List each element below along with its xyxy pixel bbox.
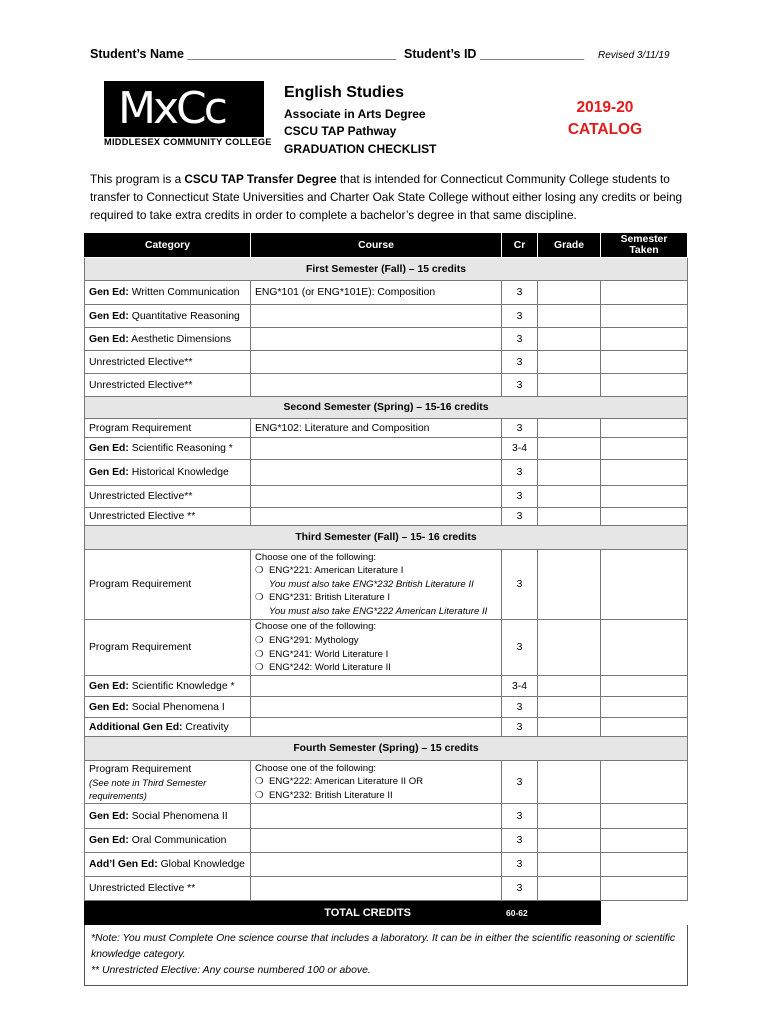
category-cell [85, 804, 251, 829]
catalog-year: 2019-20 [576, 99, 634, 116]
category-cell: Unrestricted Elective ** [85, 508, 251, 526]
category-text: Quantitative Reasoning [128, 310, 240, 322]
category-cell [85, 305, 251, 328]
grade-cell[interactable] [538, 761, 601, 804]
category-cell [85, 761, 251, 804]
logo-mark-box [104, 81, 264, 137]
grade-cell[interactable] [538, 419, 601, 438]
college-logo [104, 81, 272, 153]
semester-taken-cell[interactable] [601, 853, 688, 877]
course-cell[interactable] [251, 305, 502, 328]
table-row [85, 877, 688, 901]
course-cell[interactable] [251, 328, 502, 351]
grade-cell[interactable] [538, 853, 601, 877]
course-cell[interactable] [251, 460, 502, 486]
course-cell[interactable] [251, 676, 502, 697]
header-grade: Grade [538, 233, 601, 258]
semester-taken-cell[interactable] [601, 486, 688, 508]
course-options-cell [251, 761, 502, 804]
table-row [85, 761, 688, 804]
option-item[interactable] [255, 661, 497, 675]
category-cell [85, 438, 251, 460]
category-prefix: Gen Ed: [89, 701, 129, 713]
credits-cell: 3 [502, 351, 538, 374]
course-options-cell [251, 620, 502, 676]
notes-row [85, 925, 688, 986]
category-text: Social Phenomena II [128, 810, 228, 822]
grade-cell[interactable] [538, 328, 601, 351]
table-row [85, 697, 688, 718]
option-item[interactable] [255, 775, 497, 789]
category-prefix: Add’l Gen Ed: [89, 859, 158, 870]
category-prefix: Gen Ed: [89, 680, 129, 692]
table-row [85, 853, 688, 877]
course-cell[interactable] [251, 718, 502, 737]
option-label: ENG*291: Mythology [269, 634, 359, 646]
semester-taken-cell[interactable] [601, 460, 688, 486]
credits-cell: 3-4 [502, 676, 538, 697]
semester-taken-cell[interactable] [601, 550, 688, 620]
credits-cell: 3 [502, 374, 538, 397]
course-cell[interactable] [251, 486, 502, 508]
table-row [85, 305, 688, 328]
table-row [85, 374, 688, 397]
grade-cell[interactable] [538, 508, 601, 526]
course-cell[interactable] [251, 508, 502, 526]
option-label: ENG*232: British Literature II [269, 789, 393, 801]
credits-cell: 3 [502, 305, 538, 328]
category-cell [85, 853, 251, 877]
option-circle-icon[interactable]: ❍ [255, 662, 264, 674]
semester-taken-cell[interactable] [601, 328, 688, 351]
category-cell: Unrestricted Elective ** [85, 877, 251, 901]
option-item[interactable] [255, 789, 497, 803]
option-circle-icon[interactable]: ❍ [255, 592, 264, 604]
option-label: ENG*231: British Literature I [269, 592, 391, 604]
table-header-row [85, 233, 688, 258]
total-credits-row [85, 901, 688, 925]
category-text: Global Knowledge [157, 859, 245, 870]
total-credits-label: TOTAL CREDITS [85, 901, 502, 925]
category-cell: Program Requirement [85, 620, 251, 676]
grade-cell[interactable] [538, 281, 601, 305]
semester-heading: Fourth Semester (Spring) – 15 credits [85, 737, 688, 761]
credits-cell: 3 [502, 853, 538, 877]
course-cell[interactable] [251, 877, 502, 901]
choose-instruction: Choose one of the following: [255, 621, 377, 633]
category-text: Oral Communication [128, 835, 227, 846]
grade-cell[interactable] [538, 550, 601, 620]
category-cell: Unrestricted Elective** [85, 351, 251, 374]
semester-heading: First Semester (Fall) – 15 credits [85, 258, 688, 281]
semester-taken-cell[interactable] [601, 374, 688, 397]
credits-cell: 3 [502, 718, 538, 737]
category-cell: Program Requirement [85, 419, 251, 438]
graduation-checklist-table [84, 232, 688, 986]
option-circle-icon[interactable]: ❍ [255, 648, 264, 660]
semester-heading: Second Semester (Spring) – 15-16 credits [85, 397, 688, 419]
table-row [85, 281, 688, 305]
course-cell: ENG*102: Literature and Composition [251, 419, 502, 438]
degree-name: Associate in Arts Degree [284, 107, 426, 121]
grade-cell[interactable] [538, 486, 601, 508]
option-item[interactable] [255, 591, 497, 605]
option-circle-icon[interactable]: ❍ [255, 565, 264, 577]
category-cell [85, 676, 251, 697]
category-text: Written Communication [128, 287, 240, 298]
grade-cell[interactable] [538, 829, 601, 853]
category-prefix: Gen Ed: [89, 287, 129, 298]
option-circle-icon[interactable]: ❍ [255, 789, 264, 801]
semester-taken-cell[interactable] [601, 761, 688, 804]
category-text: Historical Knowledge [128, 467, 229, 478]
credits-cell: 3 [502, 697, 538, 718]
category-cell [85, 328, 251, 351]
table-row [85, 351, 688, 374]
choose-instruction: Choose one of the following: [255, 762, 377, 774]
intro-paragraph [90, 170, 686, 224]
grade-cell[interactable] [538, 697, 601, 718]
table-row [85, 829, 688, 853]
credits-cell: 3 [502, 550, 538, 620]
semester-taken-cell[interactable] [601, 438, 688, 460]
category-cell: Unrestricted Elective** [85, 486, 251, 508]
header-credits: Cr [502, 233, 538, 258]
choose-instruction: Choose one of the following: [255, 551, 377, 563]
semester-taken-cell[interactable] [601, 305, 688, 328]
science-note: *Note: You must Complete One science course that includes a laboratory. It can be in either the scientific reasoning or scientific knowledge category. [91, 933, 676, 960]
category-cell [85, 718, 251, 737]
grade-cell[interactable] [538, 305, 601, 328]
table-row [85, 419, 688, 438]
course-cell[interactable] [251, 829, 502, 853]
category-cell [85, 281, 251, 305]
total-blank-cell [601, 901, 688, 925]
intro-degree-type: CSCU TAP Transfer Degree [184, 172, 337, 186]
grade-cell[interactable] [538, 877, 601, 901]
intro-text-end: that is intended for Connecticut Community College students to transfer to Connecticut State Universities and Charter Oak State College without either losing any credits or being required to take extra credits in order to complete a bachelor’s degree in that same discipline. [90, 172, 683, 222]
option-label: ENG*222: American Literature II OR [269, 776, 424, 788]
category-prefix: Additional Gen Ed: [89, 721, 183, 733]
course-cell[interactable] [251, 438, 502, 460]
credits-cell: 3 [502, 804, 538, 829]
course-cell: ENG*101 (or ENG*101E): Composition [251, 281, 502, 305]
table-row [85, 620, 688, 676]
option-item[interactable] [255, 564, 497, 578]
category-prefix: Gen Ed: [89, 333, 129, 345]
category-text: Aesthetic Dimensions [128, 333, 232, 345]
student-name-field[interactable]: Student’s Name ______________________________ [90, 47, 397, 61]
course-cell[interactable] [251, 697, 502, 718]
table-row [85, 486, 688, 508]
table-row [85, 438, 688, 460]
course-cell[interactable] [251, 853, 502, 877]
course-cell[interactable] [251, 804, 502, 829]
category-cell: Program Requirement [85, 550, 251, 620]
grade-cell[interactable] [538, 676, 601, 697]
table-row [85, 804, 688, 829]
option-item[interactable] [255, 648, 497, 662]
category-prefix: Gen Ed: [89, 443, 129, 454]
checklist-title: GRADUATION CHECKLIST [284, 142, 437, 156]
semester-taken-cell[interactable] [601, 804, 688, 829]
semester-taken-cell[interactable] [601, 620, 688, 676]
header-course: Course [251, 233, 502, 258]
credits-cell: 3 [502, 877, 538, 901]
option-label: ENG*241: World Literature I [269, 648, 389, 660]
semester-taken-cell[interactable] [601, 697, 688, 718]
student-id-field[interactable]: Student’s ID _______________ [404, 47, 585, 61]
option-note: You must also take ENG*222 American Literature II [269, 605, 488, 617]
grade-cell[interactable] [538, 620, 601, 676]
category-text: Social Phenomena I [128, 701, 225, 713]
category-cell [85, 460, 251, 486]
category-text: Scientific Reasoning * [128, 443, 233, 454]
grade-cell[interactable] [538, 718, 601, 737]
course-cell[interactable] [251, 351, 502, 374]
category-cell [85, 697, 251, 718]
category-prefix: Gen Ed: [89, 310, 129, 322]
category-text: Creativity [182, 721, 229, 733]
credits-cell: 3 [502, 460, 538, 486]
semester-heading-row [85, 737, 688, 761]
table-row [85, 718, 688, 737]
semester-heading-row [85, 397, 688, 419]
course-options-cell [251, 550, 502, 620]
semester-taken-cell[interactable] [601, 281, 688, 305]
grade-cell[interactable] [538, 804, 601, 829]
credits-cell: 3 [502, 829, 538, 853]
elective-note: ** Unrestricted Elective: Any course numbered 100 or above. [91, 965, 371, 976]
category-cell: Unrestricted Elective** [85, 374, 251, 397]
credits-cell: 3 [502, 328, 538, 351]
option-note: You must also take ENG*232 British Literature II [269, 578, 474, 590]
grade-cell[interactable] [538, 438, 601, 460]
grade-cell[interactable] [538, 374, 601, 397]
semester-taken-cell[interactable] [601, 351, 688, 374]
category-prefix: Gen Ed: [89, 467, 129, 478]
semester-taken-cell[interactable] [601, 508, 688, 526]
category-cell [85, 829, 251, 853]
option-circle-icon[interactable]: ❍ [255, 776, 264, 788]
semester-taken-cell[interactable] [601, 877, 688, 901]
credits-cell: 3-4 [502, 438, 538, 460]
option-item[interactable] [255, 634, 497, 648]
table-row [85, 550, 688, 620]
credits-cell: 3 [502, 281, 538, 305]
semester-taken-cell[interactable] [601, 676, 688, 697]
table-row [85, 328, 688, 351]
category-note: (See note in Third Semester requirements) [89, 776, 207, 801]
category-prefix: Gen Ed: [89, 835, 129, 846]
header-semester-taken: Semester Taken [601, 233, 688, 258]
semester-taken-cell[interactable] [601, 419, 688, 438]
logo-college-name: MIDDLESEX COMMUNITY COLLEGE [104, 137, 272, 147]
course-cell[interactable] [251, 374, 502, 397]
table-row [85, 460, 688, 486]
option-label: ENG*242: World Literature II [269, 662, 391, 674]
semester-heading: Third Semester (Fall) – 15- 16 credits [85, 526, 688, 550]
semester-taken-cell[interactable] [601, 718, 688, 737]
credits-cell: 3 [502, 419, 538, 438]
notes-cell [85, 925, 688, 986]
credits-cell: 3 [502, 486, 538, 508]
table-row [85, 676, 688, 697]
option-circle-icon[interactable]: ❍ [255, 634, 264, 646]
program-title: English Studies [284, 84, 405, 101]
category-prefix: Gen Ed: [89, 810, 129, 822]
logo-mark-text: MxCc [118, 83, 225, 134]
revised-date: Revised 3/11/19 [598, 50, 670, 61]
credits-cell: 3 [502, 620, 538, 676]
option-label: ENG*221: American Literature I [269, 565, 404, 577]
total-credits-value: 60-62 [502, 901, 601, 925]
intro-text-start: This program is a [90, 172, 185, 186]
table-row [85, 508, 688, 526]
header-category: Category [85, 233, 251, 258]
category-text: Scientific Knowledge * [128, 680, 235, 692]
category-text: Program Requirement [89, 763, 192, 775]
semester-taken-cell[interactable] [601, 829, 688, 853]
credits-cell: 3 [502, 508, 538, 526]
pathway-name: CSCU TAP Pathway [284, 124, 397, 138]
catalog-label: CATALOG [567, 121, 643, 138]
grade-cell[interactable] [538, 351, 601, 374]
semester-heading-row [85, 526, 688, 550]
semester-heading-row [85, 258, 688, 281]
credits-cell: 3 [502, 761, 538, 804]
grade-cell[interactable] [538, 460, 601, 486]
